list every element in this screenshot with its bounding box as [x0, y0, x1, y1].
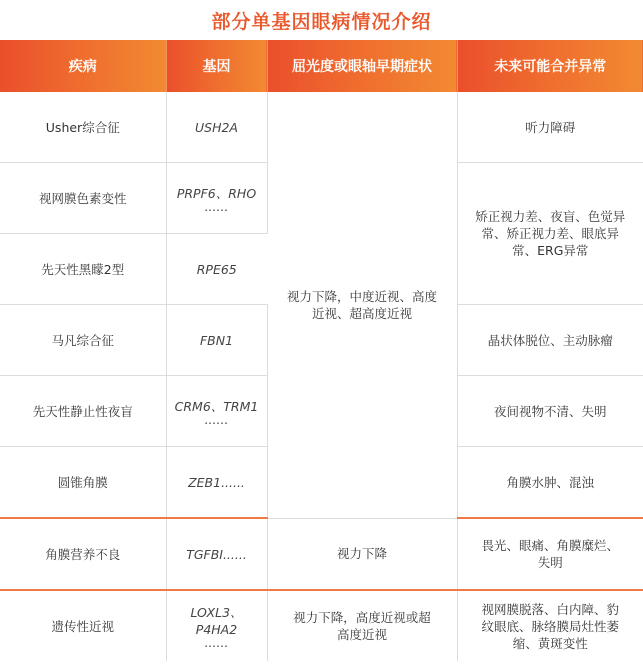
disease-cell: 马凡综合征 — [0, 305, 166, 376]
page-title: 部分单基因眼病情况介绍 — [211, 10, 432, 33]
early-symptoms-shared-cell: 视力下降，中度近视、高度近视、超高度近视 — [267, 92, 457, 518]
gene-name: CRM6、TRM1 — [174, 398, 259, 414]
gene-disease-table — [0, 40, 643, 661]
disease-cell: 遗传性近视 — [0, 590, 166, 661]
gene-cell: TGFBI...... — [166, 518, 267, 590]
gene-ellipsis: ...... — [204, 635, 229, 650]
future-cell: 视网膜脱落、白内障、豹纹眼底、脉络膜局灶性萎缩、黄斑变性 — [481, 601, 619, 651]
future-cell: 听力障碍 — [457, 92, 643, 163]
gene-cell — [166, 163, 267, 234]
future-shared-cell: 矫正视力差、夜盲、色觉异常、矫正视力差、眼底异常、ERG异常 — [457, 163, 643, 305]
disease-cell: 视网膜色素变性 — [0, 163, 166, 234]
gene-cell — [166, 376, 267, 447]
gene-name: LOXL3、P4HA2 — [190, 605, 243, 637]
future-cell: 晶状体脱位、主动脉瘤 — [457, 305, 643, 376]
disease-cell: Usher综合征 — [0, 92, 166, 163]
gene-name: PRPF6、RHO — [176, 185, 257, 201]
gene-cell — [166, 590, 267, 661]
header-gene: 基因 — [166, 40, 267, 92]
future-cell: 夜间视物不清、失明 — [457, 376, 643, 447]
gene-cell: ZEB1...... — [166, 447, 267, 519]
table-row-hereditary-myopia — [0, 590, 643, 661]
table-row-corneal-dystrophy — [0, 518, 643, 590]
table-header-row — [0, 40, 643, 92]
header-early-symptoms: 屈光度或眼轴早期症状 — [267, 40, 457, 92]
gene-ellipsis: ...... — [204, 198, 229, 214]
table-row-usher — [0, 92, 643, 163]
header-future-abnormalities: 未来可能合并异常 — [457, 40, 643, 92]
disease-cell: 圆锥角膜 — [0, 447, 166, 519]
gene-cell: RPE65 — [166, 234, 267, 305]
gene-ellipsis: ...... — [204, 411, 229, 427]
gene-cell: FBN1 — [166, 305, 267, 376]
future-cell: 角膜水肿、混浊 — [457, 447, 643, 519]
header-disease: 疾病 — [0, 40, 166, 92]
early-symptoms-cell: 视力下降 — [267, 518, 457, 590]
gene-cell: USH2A — [166, 92, 267, 163]
disease-cell: 先天性黑矇2型 — [0, 234, 166, 305]
disease-cell: 先天性静止性夜盲 — [0, 376, 166, 447]
early-symptoms-cell: 视力下降，高度近视或超高度近视 — [267, 590, 457, 661]
future-cell: 畏光、眼痛、角膜糜烂、失明 — [457, 518, 643, 590]
disease-cell: 角膜营养不良 — [0, 518, 166, 590]
